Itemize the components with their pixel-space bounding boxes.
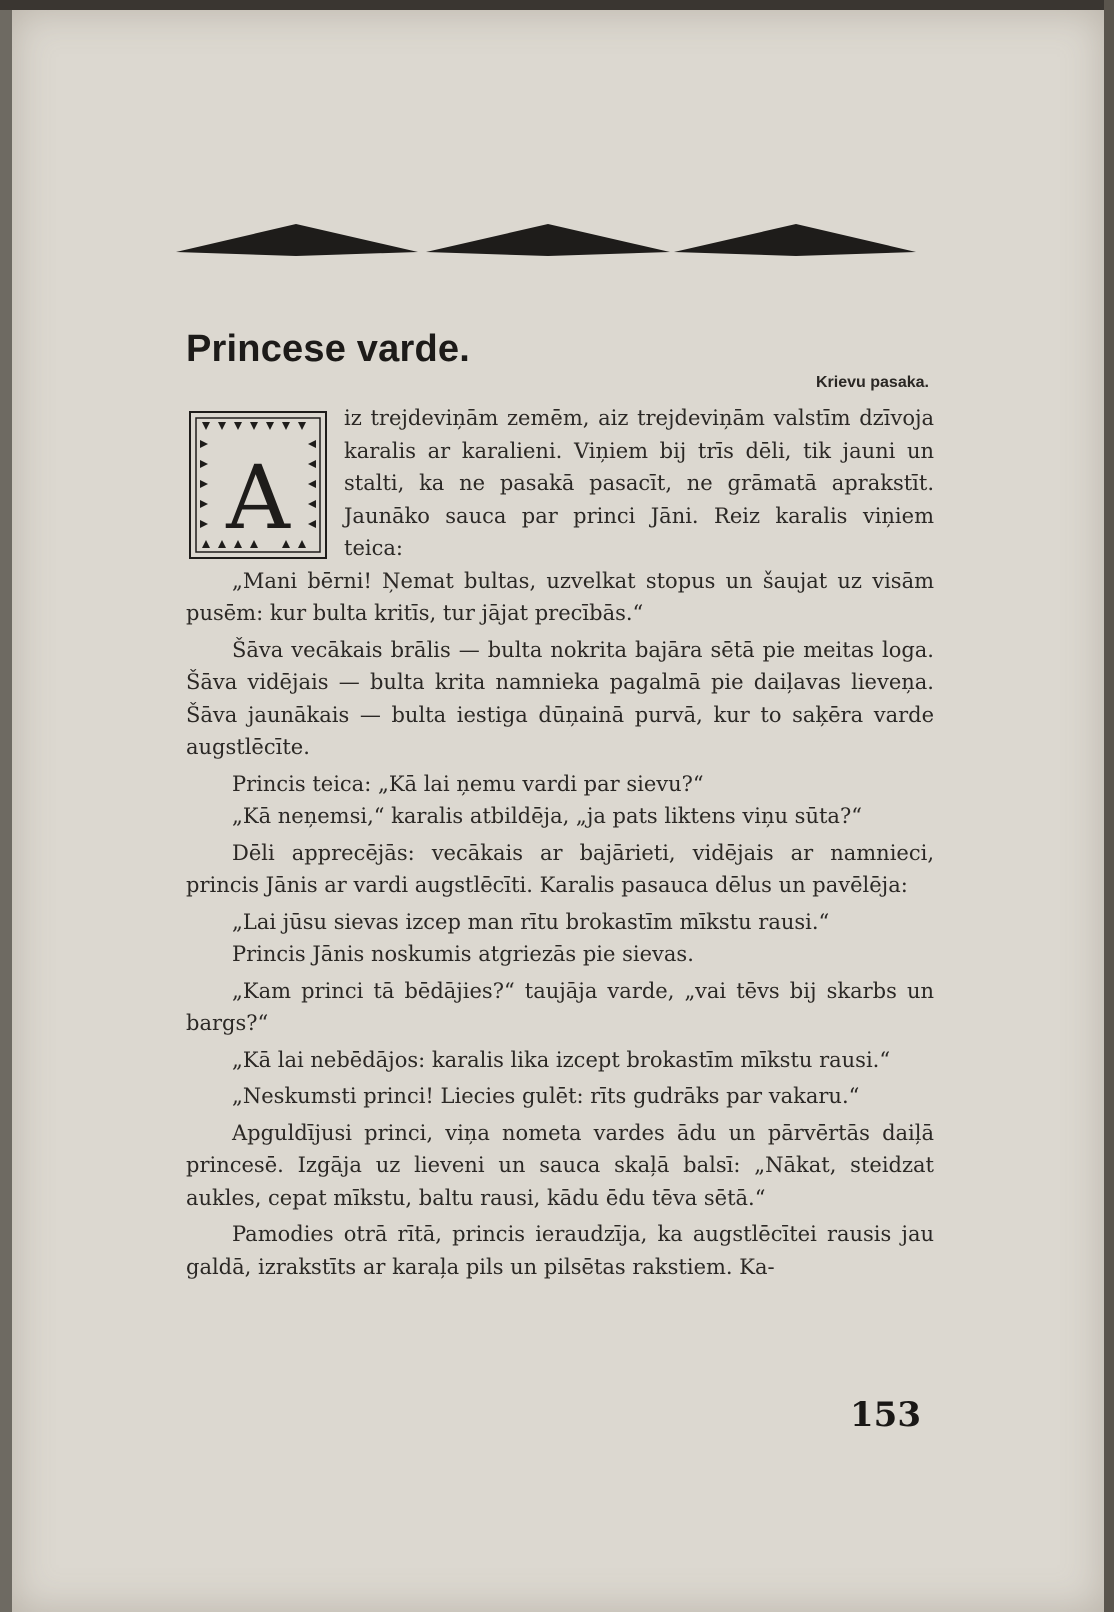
paragraph: Apguldījusi princi, viņa nometa vardes ādu un pārvērtās daiļā princesē. Izgāja uz lieveni un sauca skaļā balsī: „Nākat, steidzat aukles, cepat mīkstu, baltu rausi, kādu ēdu tēva sētā.“ [186, 1120, 934, 1210]
paragraph: „Kā neņemsi,“ karalis atbildēja, „ja pats liktens viņu sūta?“ [232, 804, 862, 828]
paragraph: Princis teica: „Kā lai ņemu vardi par sievu?“ [232, 771, 704, 796]
drop-cap-letter: A [226, 446, 290, 549]
paragraph: iz trejdeviņām zemēm, aiz trejdeviņām valstīm dzīvoja karalis ar karalieni. Viņiem bij trīs dēli, tik jauni un stalti, ka ne pasakā pasacīt, ne grāmatā aprakstīt. Jaunāko sauca par princi Jāni. Reiz karalis viņiem teica: [344, 406, 934, 560]
page-top-edge [0, 0, 1114, 10]
paragraph: „Mani bērni! Ņemat bultas, uzvelkat stopus un šaujat uz visām pusēm: kur bulta kritīs, tur jājat precībās.“ [186, 568, 934, 625]
paragraph: „Neskumsti princi! Liecies gulēt: rīts gudrāks par vakaru.“ [232, 1084, 860, 1108]
page-right-edge [1104, 0, 1114, 1612]
paragraph: Šāva vecākais brālis — bulta nokrita bajāra sētā pie meitas loga. Šāva vidējais — bulta krita namnieka pagalmā pie daiļavas lieveņa. Šāva jaunākais — bulta iestiga dūņainā purvā, kur to saķēra varde augstlēcīte. [186, 637, 934, 759]
paragraph: Princis Jānis noskumis atgriezās pie sievas. [232, 942, 694, 966]
story-title: Princese varde. [186, 328, 470, 370]
paragraph: „Kā lai nebēdājos: karalis lika izcept brokastīm mīkstu rausi.“ [232, 1047, 891, 1072]
paragraph: Pamodies otrā rītā, princis ieraudzīja, ka augstlēcītei rausis jau galdā, izrakstīts ar karaļa pils un pilsētas rakstiem. Ka- [186, 1222, 934, 1279]
paragraph: Dēli apprecējās: vecākais ar bajārieti, vidējais ar namnieci, princis Jānis ar vardi augstlēcīti. Karalis pasauca dēlus un pavēlēja: [186, 840, 934, 897]
story-subtitle: Krievu pasaka. [816, 374, 929, 391]
story-body [186, 402, 934, 1283]
page-number: 153 [850, 1395, 921, 1435]
paragraph: „Kam princi tā bēdājies?“ taujāja varde, „vai tēvs bij skarbs un bargs?“ [186, 978, 934, 1035]
header-ornament [176, 220, 936, 260]
paragraph: „Lai jūsu sievas izcep man rītu brokastīm mīkstu rausi.“ [232, 909, 830, 934]
